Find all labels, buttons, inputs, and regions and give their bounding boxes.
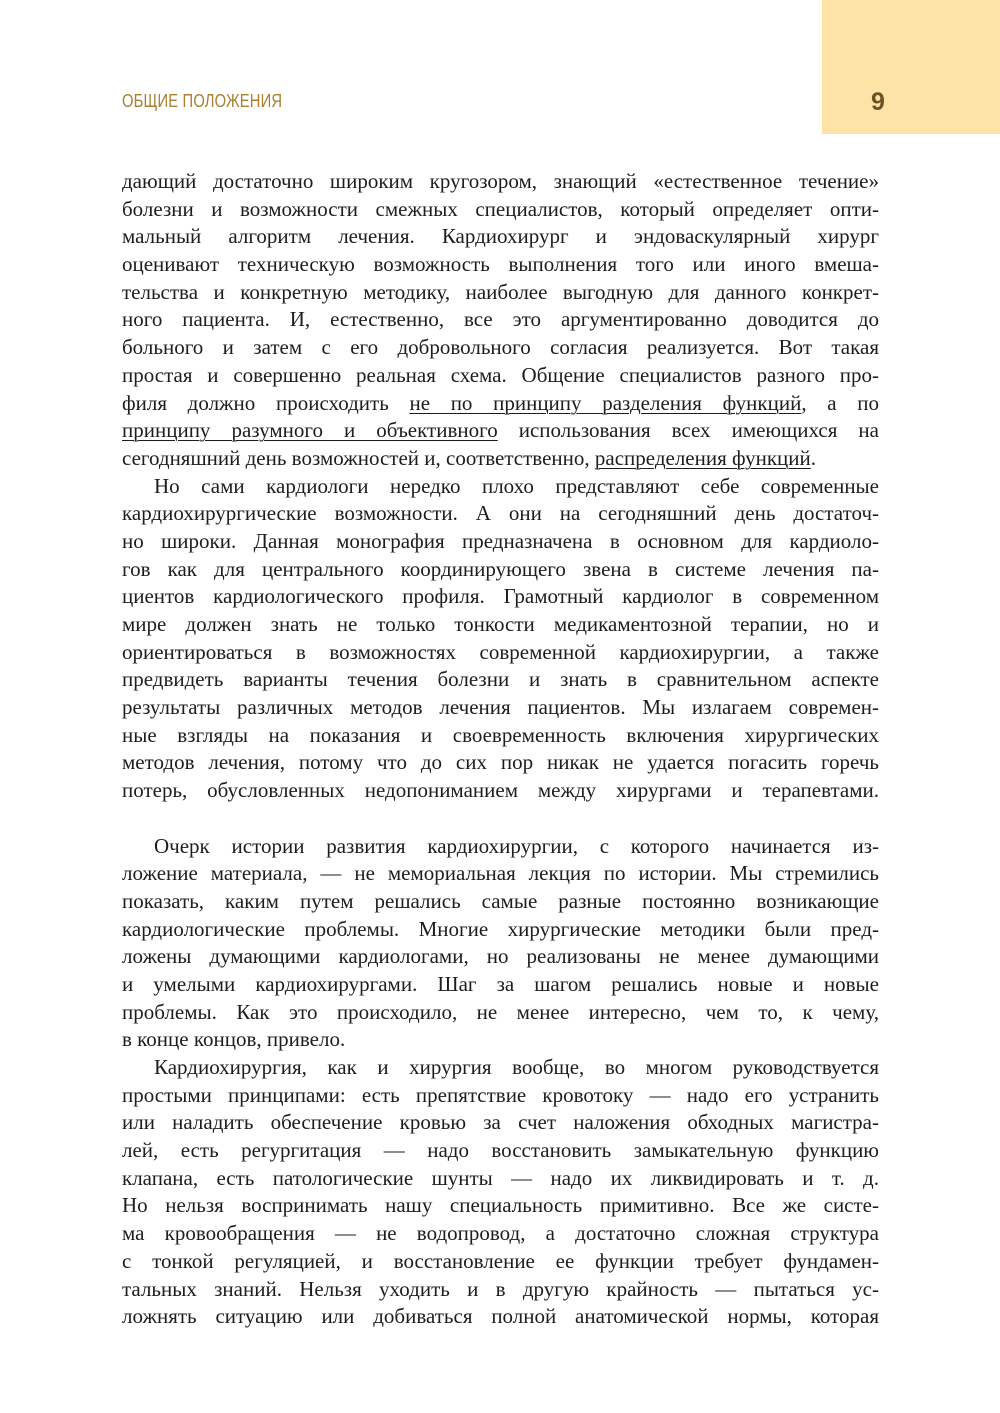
text-line: филя должно происходить не по принципу разделения функций, а по bbox=[122, 390, 879, 415]
text-line: в конце концов, привело. bbox=[122, 1027, 346, 1052]
text-line: принципу разумного и объективного использования всех имеющихся на bbox=[122, 418, 879, 443]
text-line: ложены думающими кардиологами, но реализованы не менее думающими bbox=[122, 944, 879, 969]
running-header-section-title: ОБЩИЕ ПОЛОЖЕНИЯ bbox=[122, 91, 283, 111]
text-line: простая и совершенно реальная схема. Общение специалистов разного про- bbox=[122, 362, 879, 387]
body-text bbox=[122, 168, 879, 1331]
text-line: ложнять ситуацию или добиваться полной анатомической нормы, которая bbox=[122, 1304, 879, 1329]
text-line: дающий достаточно широким кругозором, знающий «естественное течение» bbox=[122, 169, 879, 193]
paragraph bbox=[122, 833, 879, 1055]
underlined-phrase: принципу разумного и объективного bbox=[122, 418, 498, 443]
text-line: результаты различных методов лечения пациентов. Мы излагаем современ- bbox=[122, 695, 879, 720]
page-number: 9 bbox=[871, 88, 885, 116]
text-line: гов как для центрального координирующего звена в системе лечения па- bbox=[122, 556, 879, 581]
text-line: предвидеть варианты течения болезни и знать в сравнительном аспекте bbox=[122, 667, 879, 692]
text-line: и умелыми кардиохирургами. Шаг за шагом решались новые и новые bbox=[122, 971, 879, 996]
paragraph bbox=[122, 168, 879, 473]
text-line: или наладить обеспечение кровью за счет наложения обходных магистра- bbox=[122, 1110, 879, 1135]
paragraph bbox=[122, 1054, 879, 1331]
paragraph bbox=[122, 473, 879, 833]
text-line: но широки. Данная монография предназначена в основном для кардиоло- bbox=[122, 528, 879, 553]
text-line: с тонкой регуляцией, и восстановление ее функции требует фундамен- bbox=[122, 1248, 879, 1273]
text-line: болезни и возможности смежных специалистов, который определяет опти- bbox=[122, 196, 879, 221]
text-line: сегодняшний день возможностей и, соответственно, распределения функций. bbox=[122, 445, 816, 470]
text-line: оценивают техническую возможность выполнения того или иного вмеша- bbox=[122, 252, 879, 277]
text-line: тальных знаний. Нельзя уходить и в другую крайность — пытаться ус- bbox=[122, 1276, 879, 1301]
text-line: ные взгляды на показания и своевременность включения хирургических bbox=[122, 722, 879, 747]
text-line: лей, есть регургитация — надо восстановить замыкательную функцию bbox=[122, 1138, 879, 1163]
underlined-phrase: не по принципу разделения функций bbox=[409, 390, 802, 415]
underlined-phrase: распределения функций bbox=[594, 445, 811, 470]
text-line: клапана, есть патологические шунты — надо их ликвидировать и т. д. bbox=[122, 1165, 879, 1190]
text-line: больного и затем с его добровольного согласия реализуется. Вот такая bbox=[122, 335, 879, 360]
text-line: мире должен знать не только тонкости медикаментозной терапии, но и bbox=[122, 612, 879, 636]
text-line: кардиологические проблемы. Многие хирургические методики были пред- bbox=[122, 916, 879, 941]
text-line: Очерк истории развития кардиохирургии, с которого начинается из- bbox=[154, 833, 879, 858]
text-line: проблемы. Как это происходило, не менее интересно, чем то, к чему, bbox=[122, 999, 879, 1024]
text-line: ного пациента. И, естественно, все это аргументированно доводится до bbox=[122, 307, 879, 332]
text-line: методов лечения, потому что до сих пор никак не удается погасить горечь bbox=[122, 750, 879, 775]
text-line: Кардиохирургия, как и хирургия вообще, во многом руководствуется bbox=[154, 1055, 879, 1079]
text-line: потерь, обусловленных недопониманием между хирургами и терапевтами. bbox=[122, 778, 879, 803]
text-line: тельства и конкретную методику, наиболее выгодную для данного конкрет- bbox=[122, 279, 879, 304]
text-line: циентов кардиологического профиля. Грамотный кардиолог в современном bbox=[122, 584, 879, 609]
text-line: простыми принципами: есть препятствие кровотоку — надо его устранить bbox=[122, 1082, 879, 1107]
text-line: мальный алгоритм лечения. Кардиохирург и эндоваскулярный хирург bbox=[122, 224, 879, 249]
text-line: ложение материала, — не мемориальная лекция по истории. Мы стремились bbox=[122, 861, 879, 886]
text-line: ориентироваться в возможностях современной кардиохирургии, а также bbox=[122, 639, 879, 664]
text-line: ма кровообращения — не водопровод, а достаточно сложная структура bbox=[122, 1221, 879, 1246]
text-line bbox=[122, 805, 879, 833]
text-line: показать, каким путем решались самые разные постоянно возникающие bbox=[122, 888, 879, 913]
text-line: Но сами кардиологи нередко плохо представляют себе современные bbox=[154, 473, 879, 498]
text-line: Но нельзя воспринимать нашу специальность примитивно. Все же систе- bbox=[122, 1193, 879, 1218]
text-line: кардиохирургические возможности. А они на сегодняшний день достаточ- bbox=[122, 501, 879, 526]
